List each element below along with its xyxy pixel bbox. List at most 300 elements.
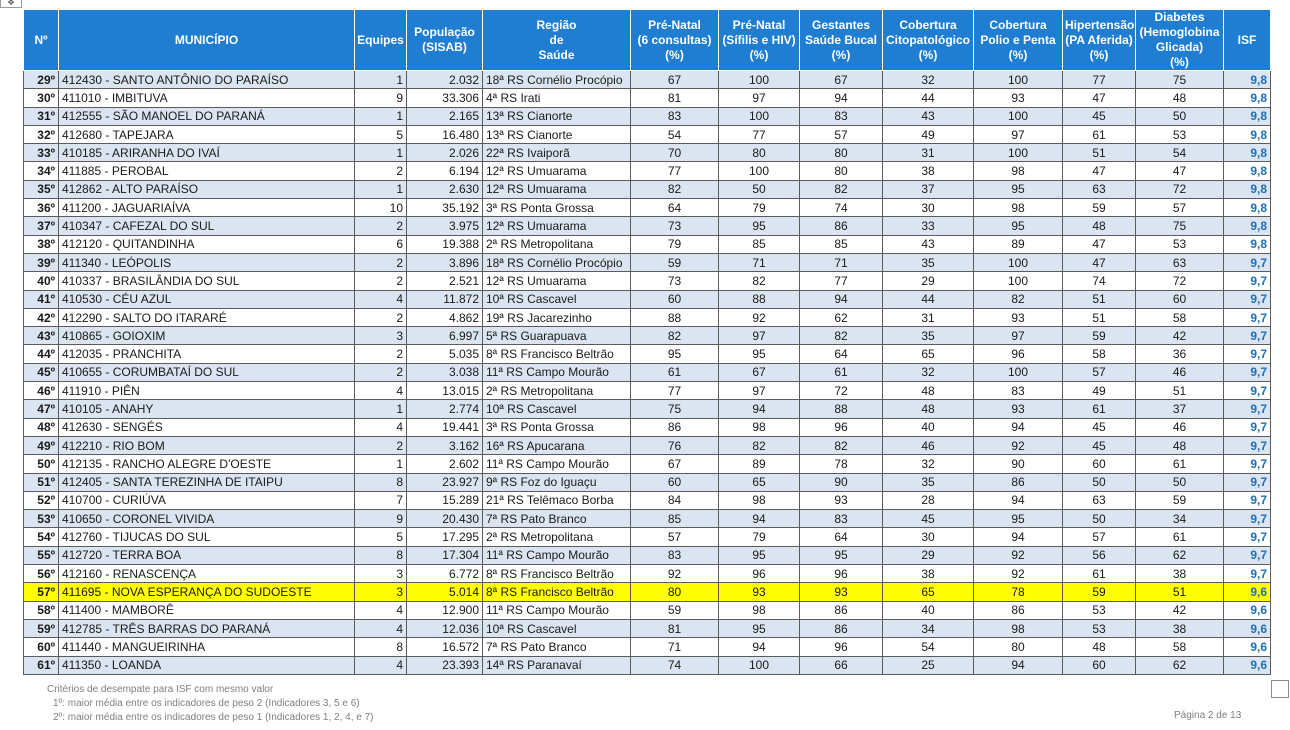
populacao-cell: 6.772 bbox=[407, 565, 483, 583]
rank-cell: 30º bbox=[24, 89, 59, 107]
indicator-cell: 32 bbox=[883, 363, 974, 381]
indicator-cell: 93 bbox=[974, 308, 1063, 326]
equipes-cell: 4 bbox=[355, 418, 407, 436]
table-row bbox=[24, 583, 1271, 601]
indicator-cell: 50 bbox=[1063, 510, 1136, 528]
isf-cell: 9,7 bbox=[1224, 272, 1271, 290]
isf-cell: 9,7 bbox=[1224, 290, 1271, 308]
indicator-cell: 86 bbox=[800, 601, 883, 619]
regiao-cell: 21ª RS Telêmaco Borba bbox=[483, 491, 631, 509]
indicator-cell: 96 bbox=[719, 565, 800, 583]
indicator-cell: 95 bbox=[719, 345, 800, 363]
regiao-cell: 10ª RS Cascavel bbox=[483, 290, 631, 308]
rank-cell: 40º bbox=[24, 272, 59, 290]
indicator-cell: 31 bbox=[883, 144, 974, 162]
indicator-cell: 45 bbox=[1063, 418, 1136, 436]
equipes-cell: 2 bbox=[355, 363, 407, 381]
populacao-cell: 3.896 bbox=[407, 253, 483, 271]
equipes-cell: 3 bbox=[355, 565, 407, 583]
table-row bbox=[24, 473, 1271, 491]
indicator-cell: 63 bbox=[1063, 180, 1136, 198]
indicator-cell: 44 bbox=[883, 290, 974, 308]
regiao-cell: 8ª RS Francisco Beltrão bbox=[483, 345, 631, 363]
indicator-cell: 46 bbox=[1136, 418, 1224, 436]
regiao-cell: 7ª RS Pato Branco bbox=[483, 638, 631, 656]
indicator-cell: 61 bbox=[1136, 528, 1224, 546]
indicator-cell: 29 bbox=[883, 546, 974, 564]
rank-cell: 49º bbox=[24, 436, 59, 454]
indicator-cell: 86 bbox=[800, 619, 883, 637]
equipes-cell: 2 bbox=[355, 345, 407, 363]
municipio-cell: 412720 - TERRA BOA bbox=[59, 546, 355, 564]
populacao-cell: 12.900 bbox=[407, 601, 483, 619]
isf-cell: 9,6 bbox=[1224, 656, 1271, 674]
indicator-cell: 78 bbox=[800, 455, 883, 473]
indicator-cell: 100 bbox=[974, 363, 1063, 381]
indicator-cell: 70 bbox=[631, 144, 719, 162]
indicator-cell: 50 bbox=[719, 180, 800, 198]
rank-cell: 42º bbox=[24, 308, 59, 326]
indicator-cell: 59 bbox=[1063, 583, 1136, 601]
regiao-cell: 16ª RS Apucarana bbox=[483, 436, 631, 454]
isf-cell: 9,6 bbox=[1224, 583, 1271, 601]
indicator-cell: 93 bbox=[974, 400, 1063, 418]
municipio-cell: 410530 - CÉU AZUL bbox=[59, 290, 355, 308]
indicator-cell: 86 bbox=[800, 217, 883, 235]
indicator-cell: 45 bbox=[1063, 436, 1136, 454]
populacao-cell: 11.872 bbox=[407, 290, 483, 308]
rank-cell: 58º bbox=[24, 601, 59, 619]
indicator-cell: 71 bbox=[800, 253, 883, 271]
table-row bbox=[24, 89, 1271, 107]
indicator-cell: 61 bbox=[631, 363, 719, 381]
table-row bbox=[24, 455, 1271, 473]
municipio-cell: 410347 - CAFEZAL DO SUL bbox=[59, 217, 355, 235]
indicator-cell: 74 bbox=[631, 656, 719, 674]
equipes-cell: 4 bbox=[355, 619, 407, 637]
equipes-cell: 2 bbox=[355, 253, 407, 271]
indicator-cell: 65 bbox=[719, 473, 800, 491]
indicator-cell: 64 bbox=[631, 199, 719, 217]
municipio-cell: 411910 - PIÊN bbox=[59, 382, 355, 400]
municipio-cell: 411695 - NOVA ESPERANÇA DO SUDOESTE bbox=[59, 583, 355, 601]
rank-cell: 45º bbox=[24, 363, 59, 381]
indicator-cell: 82 bbox=[631, 327, 719, 345]
regiao-cell: 19ª RS Jacarezinho bbox=[483, 308, 631, 326]
indicator-cell: 82 bbox=[800, 180, 883, 198]
indicator-cell: 62 bbox=[800, 308, 883, 326]
ranking-table bbox=[23, 9, 1271, 675]
populacao-cell: 35.192 bbox=[407, 199, 483, 217]
municipio-cell: 410700 - CURIÚVA bbox=[59, 491, 355, 509]
populacao-cell: 2.165 bbox=[407, 107, 483, 125]
indicator-cell: 100 bbox=[974, 144, 1063, 162]
indicator-cell: 98 bbox=[974, 199, 1063, 217]
populacao-cell: 2.521 bbox=[407, 272, 483, 290]
table-row bbox=[24, 638, 1271, 656]
municipio-cell: 410865 - GOIOXIM bbox=[59, 327, 355, 345]
isf-cell: 9,8 bbox=[1224, 89, 1271, 107]
indicator-cell: 74 bbox=[800, 199, 883, 217]
rank-cell: 52º bbox=[24, 491, 59, 509]
populacao-cell: 3.975 bbox=[407, 217, 483, 235]
indicator-cell: 60 bbox=[1063, 455, 1136, 473]
isf-cell: 9,8 bbox=[1224, 235, 1271, 253]
indicator-cell: 83 bbox=[800, 510, 883, 528]
indicator-cell: 48 bbox=[883, 400, 974, 418]
rank-cell: 35º bbox=[24, 180, 59, 198]
indicator-cell: 75 bbox=[631, 400, 719, 418]
indicator-cell: 29 bbox=[883, 272, 974, 290]
indicator-cell: 57 bbox=[1063, 363, 1136, 381]
indicator-cell: 100 bbox=[719, 656, 800, 674]
indicator-cell: 63 bbox=[1136, 253, 1224, 271]
header-hipertensao: Hipertensão (PA Aferida) (%) bbox=[1063, 10, 1136, 71]
indicator-cell: 51 bbox=[1136, 583, 1224, 601]
indicator-cell: 94 bbox=[800, 89, 883, 107]
indicator-cell: 48 bbox=[1136, 89, 1224, 107]
populacao-cell: 23.393 bbox=[407, 656, 483, 674]
indicator-cell: 84 bbox=[631, 491, 719, 509]
municipio-cell: 410337 - BRASILÂNDIA DO SUL bbox=[59, 272, 355, 290]
indicator-cell: 58 bbox=[1136, 308, 1224, 326]
indicator-cell: 96 bbox=[974, 345, 1063, 363]
indicator-cell: 94 bbox=[974, 656, 1063, 674]
table-row bbox=[24, 619, 1271, 637]
indicator-cell: 88 bbox=[800, 400, 883, 418]
indicator-cell: 59 bbox=[1063, 199, 1136, 217]
table-row bbox=[24, 162, 1271, 180]
equipes-cell: 5 bbox=[355, 125, 407, 143]
indicator-cell: 56 bbox=[1063, 546, 1136, 564]
populacao-cell: 5.014 bbox=[407, 583, 483, 601]
regiao-cell: 5ª RS Guarapuava bbox=[483, 327, 631, 345]
municipio-cell: 412035 - PRANCHITA bbox=[59, 345, 355, 363]
indicator-cell: 42 bbox=[1136, 327, 1224, 345]
indicator-cell: 97 bbox=[719, 382, 800, 400]
table-body bbox=[24, 71, 1271, 675]
regiao-cell: 12ª RS Umuarama bbox=[483, 162, 631, 180]
rank-cell: 32º bbox=[24, 125, 59, 143]
indicator-cell: 72 bbox=[1136, 272, 1224, 290]
indicator-cell: 100 bbox=[974, 107, 1063, 125]
table-row bbox=[24, 345, 1271, 363]
rank-cell: 51º bbox=[24, 473, 59, 491]
isf-cell: 9,6 bbox=[1224, 619, 1271, 637]
indicator-cell: 93 bbox=[800, 491, 883, 509]
indicator-cell: 30 bbox=[883, 199, 974, 217]
regiao-cell: 10ª RS Cascavel bbox=[483, 400, 631, 418]
table-row bbox=[24, 107, 1271, 125]
header-populacao: População (SISAB) bbox=[407, 10, 483, 71]
indicator-cell: 35 bbox=[883, 253, 974, 271]
indicator-cell: 32 bbox=[883, 71, 974, 89]
rank-cell: 34º bbox=[24, 162, 59, 180]
isf-cell: 9,8 bbox=[1224, 217, 1271, 235]
indicator-cell: 67 bbox=[800, 71, 883, 89]
populacao-cell: 2.774 bbox=[407, 400, 483, 418]
indicator-cell: 53 bbox=[1136, 235, 1224, 253]
isf-cell: 9,7 bbox=[1224, 418, 1271, 436]
municipio-cell: 411440 - MANGUEIRINHA bbox=[59, 638, 355, 656]
rank-cell: 36º bbox=[24, 199, 59, 217]
indicator-cell: 66 bbox=[800, 656, 883, 674]
table-row bbox=[24, 546, 1271, 564]
table-row bbox=[24, 327, 1271, 345]
indicator-cell: 71 bbox=[631, 638, 719, 656]
table-row bbox=[24, 601, 1271, 619]
indicator-cell: 79 bbox=[719, 528, 800, 546]
equipes-cell: 4 bbox=[355, 382, 407, 400]
rank-cell: 48º bbox=[24, 418, 59, 436]
regiao-cell: 12ª RS Umuarama bbox=[483, 180, 631, 198]
indicator-cell: 75 bbox=[1136, 71, 1224, 89]
indicator-cell: 47 bbox=[1063, 162, 1136, 180]
table-row bbox=[24, 363, 1271, 381]
indicator-cell: 31 bbox=[883, 308, 974, 326]
indicator-cell: 80 bbox=[800, 144, 883, 162]
table-row bbox=[24, 235, 1271, 253]
indicator-cell: 38 bbox=[1136, 619, 1224, 637]
rank-cell: 57º bbox=[24, 583, 59, 601]
indicator-cell: 82 bbox=[719, 436, 800, 454]
municipio-cell: 410185 - ARIRANHA DO IVAÍ bbox=[59, 144, 355, 162]
tiebreak-title: Critérios de desempate para ISF com mesmo valor bbox=[47, 684, 274, 695]
equipes-cell: 8 bbox=[355, 473, 407, 491]
regiao-cell: 13ª RS Cianorte bbox=[483, 107, 631, 125]
header-rank: Nº bbox=[24, 10, 59, 71]
indicator-cell: 51 bbox=[1063, 290, 1136, 308]
indicator-cell: 61 bbox=[800, 363, 883, 381]
regiao-cell: 2ª RS Metropolitana bbox=[483, 528, 631, 546]
indicator-cell: 89 bbox=[974, 235, 1063, 253]
indicator-cell: 65 bbox=[883, 583, 974, 601]
indicator-cell: 97 bbox=[719, 89, 800, 107]
tiebreak-notes bbox=[47, 683, 374, 725]
indicator-cell: 93 bbox=[974, 89, 1063, 107]
equipes-cell: 9 bbox=[355, 89, 407, 107]
indicator-cell: 60 bbox=[1136, 290, 1224, 308]
indicator-cell: 98 bbox=[974, 619, 1063, 637]
indicator-cell: 97 bbox=[719, 327, 800, 345]
indicator-cell: 98 bbox=[719, 418, 800, 436]
indicator-cell: 85 bbox=[800, 235, 883, 253]
indicator-cell: 50 bbox=[1136, 473, 1224, 491]
table-resize-handle[interactable] bbox=[1271, 680, 1289, 698]
isf-cell: 9,8 bbox=[1224, 144, 1271, 162]
indicator-cell: 47 bbox=[1136, 162, 1224, 180]
indicator-cell: 79 bbox=[631, 235, 719, 253]
rank-cell: 38º bbox=[24, 235, 59, 253]
indicator-cell: 100 bbox=[974, 71, 1063, 89]
isf-cell: 9,6 bbox=[1224, 638, 1271, 656]
tiebreak-criterion-2: 2º: maior média entre os indicadores de peso 1 (Indicadores 1, 2, 4, e 7) bbox=[53, 712, 374, 723]
isf-cell: 9,7 bbox=[1224, 308, 1271, 326]
indicator-cell: 43 bbox=[883, 107, 974, 125]
indicator-cell: 51 bbox=[1063, 308, 1136, 326]
isf-cell: 9,8 bbox=[1224, 107, 1271, 125]
populacao-cell: 2.032 bbox=[407, 71, 483, 89]
populacao-cell: 17.304 bbox=[407, 546, 483, 564]
indicator-cell: 53 bbox=[1136, 125, 1224, 143]
municipio-cell: 412135 - RANCHO ALEGRE D'OESTE bbox=[59, 455, 355, 473]
indicator-cell: 77 bbox=[631, 162, 719, 180]
indicator-cell: 95 bbox=[631, 345, 719, 363]
table-row bbox=[24, 71, 1271, 89]
indicator-cell: 85 bbox=[631, 510, 719, 528]
rank-cell: 43º bbox=[24, 327, 59, 345]
regiao-cell: 3ª RS Ponta Grossa bbox=[483, 199, 631, 217]
isf-cell: 9,7 bbox=[1224, 363, 1271, 381]
municipio-cell: 411885 - PEROBAL bbox=[59, 162, 355, 180]
indicator-cell: 50 bbox=[1136, 107, 1224, 125]
indicator-cell: 45 bbox=[883, 510, 974, 528]
indicator-cell: 36 bbox=[1136, 345, 1224, 363]
regiao-cell: 12ª RS Umuarama bbox=[483, 272, 631, 290]
regiao-cell: 18ª RS Cornélio Procópio bbox=[483, 253, 631, 271]
indicator-cell: 95 bbox=[719, 619, 800, 637]
indicator-cell: 59 bbox=[1063, 327, 1136, 345]
rank-cell: 46º bbox=[24, 382, 59, 400]
indicator-cell: 44 bbox=[883, 89, 974, 107]
rank-cell: 59º bbox=[24, 619, 59, 637]
equipes-cell: 2 bbox=[355, 272, 407, 290]
equipes-cell: 1 bbox=[355, 107, 407, 125]
equipes-cell: 7 bbox=[355, 491, 407, 509]
indicator-cell: 82 bbox=[631, 180, 719, 198]
indicator-cell: 37 bbox=[883, 180, 974, 198]
municipio-cell: 411010 - IMBITUVA bbox=[59, 89, 355, 107]
rank-cell: 56º bbox=[24, 565, 59, 583]
indicator-cell: 50 bbox=[1063, 473, 1136, 491]
municipio-cell: 411340 - LEÓPOLIS bbox=[59, 253, 355, 271]
isf-cell: 9,6 bbox=[1224, 601, 1271, 619]
populacao-cell: 12.036 bbox=[407, 619, 483, 637]
indicator-cell: 97 bbox=[974, 125, 1063, 143]
indicator-cell: 82 bbox=[719, 272, 800, 290]
indicator-cell: 80 bbox=[631, 583, 719, 601]
indicator-cell: 94 bbox=[800, 290, 883, 308]
isf-cell: 9,7 bbox=[1224, 565, 1271, 583]
rank-cell: 44º bbox=[24, 345, 59, 363]
indicator-cell: 94 bbox=[719, 638, 800, 656]
indicator-cell: 92 bbox=[974, 546, 1063, 564]
indicator-cell: 48 bbox=[1136, 436, 1224, 454]
table-row bbox=[24, 199, 1271, 217]
table-row bbox=[24, 436, 1271, 454]
indicator-cell: 28 bbox=[883, 491, 974, 509]
populacao-cell: 3.162 bbox=[407, 436, 483, 454]
table-row bbox=[24, 290, 1271, 308]
municipio-cell: 412785 - TRÊS BARRAS DO PARANÁ bbox=[59, 619, 355, 637]
indicator-cell: 83 bbox=[631, 107, 719, 125]
indicator-cell: 95 bbox=[800, 546, 883, 564]
table-move-handle[interactable]: ✥ bbox=[0, 0, 22, 8]
municipio-cell: 411200 - JAGUARIAÍVA bbox=[59, 199, 355, 217]
municipio-cell: 412120 - QUITANDINHA bbox=[59, 235, 355, 253]
indicator-cell: 61 bbox=[1063, 565, 1136, 583]
table-row bbox=[24, 400, 1271, 418]
table-row bbox=[24, 180, 1271, 198]
indicator-cell: 94 bbox=[719, 400, 800, 418]
isf-cell: 9,8 bbox=[1224, 71, 1271, 89]
indicator-cell: 81 bbox=[631, 619, 719, 637]
header-prenatal-consultas: Pré-Natal (6 consultas) (%) bbox=[631, 10, 719, 71]
indicator-cell: 95 bbox=[719, 217, 800, 235]
indicator-cell: 77 bbox=[800, 272, 883, 290]
regiao-cell: 10ª RS Cascavel bbox=[483, 619, 631, 637]
indicator-cell: 92 bbox=[631, 565, 719, 583]
indicator-cell: 64 bbox=[800, 528, 883, 546]
indicator-cell: 76 bbox=[631, 436, 719, 454]
indicator-cell: 54 bbox=[883, 638, 974, 656]
table-row bbox=[24, 491, 1271, 509]
populacao-cell: 4.862 bbox=[407, 308, 483, 326]
indicator-cell: 75 bbox=[1136, 217, 1224, 235]
rank-cell: 55º bbox=[24, 546, 59, 564]
isf-cell: 9,7 bbox=[1224, 327, 1271, 345]
indicator-cell: 60 bbox=[631, 473, 719, 491]
table-row bbox=[24, 656, 1271, 674]
indicator-cell: 94 bbox=[974, 491, 1063, 509]
indicator-cell: 48 bbox=[1063, 217, 1136, 235]
indicator-cell: 62 bbox=[1136, 656, 1224, 674]
indicator-cell: 38 bbox=[883, 162, 974, 180]
municipio-cell: 411350 - LOANDA bbox=[59, 656, 355, 674]
municipio-cell: 412160 - RENASCENÇA bbox=[59, 565, 355, 583]
indicator-cell: 79 bbox=[719, 199, 800, 217]
table-row bbox=[24, 217, 1271, 235]
indicator-cell: 83 bbox=[974, 382, 1063, 400]
table-row bbox=[24, 144, 1271, 162]
table-row bbox=[24, 272, 1271, 290]
indicator-cell: 88 bbox=[719, 290, 800, 308]
municipio-cell: 410655 - CORUMBATAÍ DO SUL bbox=[59, 363, 355, 381]
indicator-cell: 60 bbox=[1063, 656, 1136, 674]
indicator-cell: 49 bbox=[883, 125, 974, 143]
populacao-cell: 23.927 bbox=[407, 473, 483, 491]
indicator-cell: 38 bbox=[883, 565, 974, 583]
populacao-cell: 15.289 bbox=[407, 491, 483, 509]
indicator-cell: 80 bbox=[974, 638, 1063, 656]
municipio-cell: 412290 - SALTO DO ITARARÉ bbox=[59, 308, 355, 326]
populacao-cell: 2.602 bbox=[407, 455, 483, 473]
indicator-cell: 53 bbox=[1063, 619, 1136, 637]
table-row bbox=[24, 308, 1271, 326]
isf-cell: 9,7 bbox=[1224, 546, 1271, 564]
indicator-cell: 30 bbox=[883, 528, 974, 546]
table-row bbox=[24, 382, 1271, 400]
equipes-cell: 3 bbox=[355, 583, 407, 601]
equipes-cell: 1 bbox=[355, 400, 407, 418]
indicator-cell: 96 bbox=[800, 565, 883, 583]
indicator-cell: 61 bbox=[1063, 400, 1136, 418]
indicator-cell: 47 bbox=[1063, 235, 1136, 253]
indicator-cell: 93 bbox=[800, 583, 883, 601]
header-isf: ISF bbox=[1224, 10, 1271, 71]
rank-cell: 33º bbox=[24, 144, 59, 162]
equipes-cell: 1 bbox=[355, 71, 407, 89]
rank-cell: 41º bbox=[24, 290, 59, 308]
populacao-cell: 16.572 bbox=[407, 638, 483, 656]
equipes-cell: 2 bbox=[355, 436, 407, 454]
regiao-cell: 11ª RS Campo Mourão bbox=[483, 601, 631, 619]
indicator-cell: 92 bbox=[719, 308, 800, 326]
rank-cell: 53º bbox=[24, 510, 59, 528]
populacao-cell: 6.997 bbox=[407, 327, 483, 345]
indicator-cell: 34 bbox=[1136, 510, 1224, 528]
indicator-cell: 67 bbox=[719, 363, 800, 381]
